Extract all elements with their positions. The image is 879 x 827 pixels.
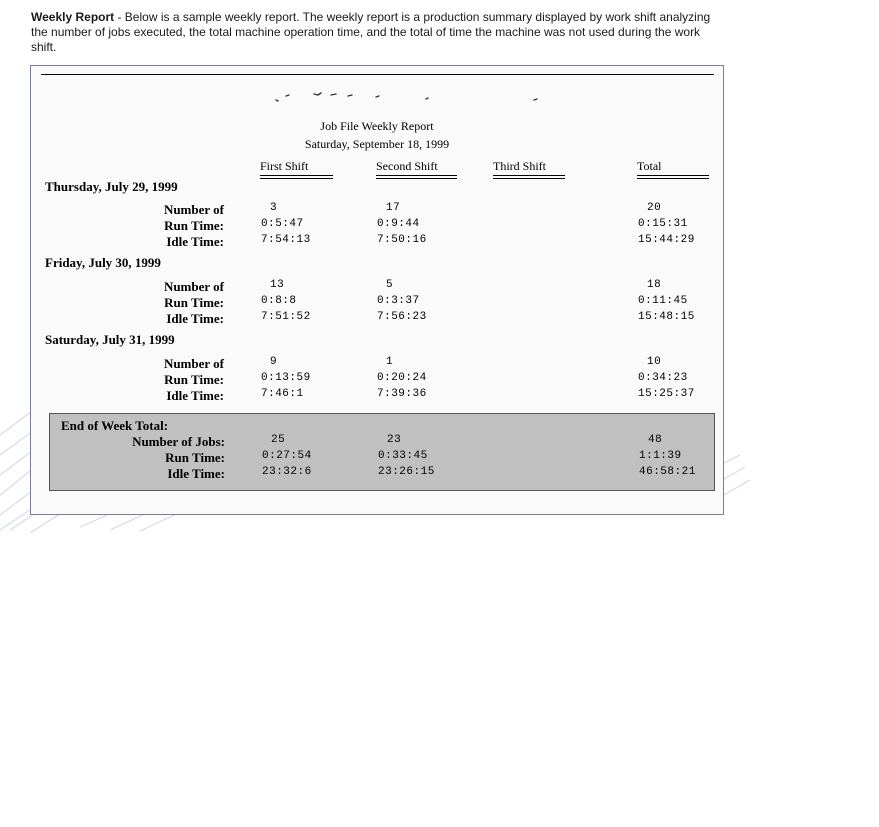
cell-value: 1 <box>386 356 394 368</box>
cell-value: 7:46:1 <box>261 388 304 400</box>
row-label: Idle Time: <box>166 234 224 249</box>
row-label: Run Time: <box>164 372 224 387</box>
week-total-panel <box>49 413 715 491</box>
cell-value: 0:34:23 <box>638 372 688 384</box>
cell-value: 1:1:39 <box>639 450 682 462</box>
cell-value: 17 <box>386 202 401 214</box>
cell-value: 0:5:47 <box>261 218 304 230</box>
row-label: Number of <box>163 202 224 217</box>
cell-value: 0:13:59 <box>261 372 311 384</box>
cell-value: 23 <box>387 434 402 446</box>
cell-value: 23:32:6 <box>262 466 312 478</box>
column-underline <box>493 175 565 179</box>
report-frame <box>30 65 724 515</box>
cell-value: 15:48:15 <box>638 311 695 323</box>
cell-value: 23:26:15 <box>378 466 435 478</box>
row-label: Number of <box>163 356 224 371</box>
intro-paragraph <box>31 10 711 55</box>
cell-value: 15:25:37 <box>638 388 695 400</box>
cell-value: 18 <box>647 279 662 291</box>
cell-value: 5 <box>386 279 394 291</box>
report-top-rule <box>41 74 714 75</box>
column-header-total: Total <box>637 159 662 173</box>
cell-value: 9 <box>270 356 278 368</box>
cell-value: 46:58:21 <box>639 466 696 478</box>
column-underline <box>637 175 709 179</box>
row-label: Idle Time: <box>166 311 224 326</box>
cell-value: 48 <box>648 434 663 446</box>
column-header-third-shift: Third Shift <box>493 159 546 173</box>
cell-value: 15:44:29 <box>638 234 695 246</box>
column-underline <box>376 175 457 179</box>
cell-value: 0:8:8 <box>261 295 297 307</box>
report-logo-scribble <box>266 86 606 108</box>
cell-value: 0:33:45 <box>378 450 428 462</box>
column-header-first-shift: First Shift <box>260 159 309 173</box>
week-total-title: End of Week Total: <box>61 418 169 433</box>
cell-value: 0:27:54 <box>262 450 312 462</box>
cell-value: 7:39:36 <box>377 388 427 400</box>
row-label: Idle Time: <box>167 466 225 481</box>
row-label: Run Time: <box>164 218 224 233</box>
cell-value: 0:11:45 <box>638 295 688 307</box>
row-label: Number of Jobs: <box>132 434 225 449</box>
cell-value: 0:3:37 <box>377 295 420 307</box>
cell-value: 20 <box>647 202 662 214</box>
row-label: Run Time: <box>164 295 224 310</box>
cell-value: 0:20:24 <box>377 372 427 384</box>
cell-value: 0:15:31 <box>638 218 688 230</box>
cell-value: 7:50:16 <box>377 234 427 246</box>
cell-value: 3 <box>270 202 278 214</box>
day-heading: Saturday, July 31, 1999 <box>45 332 175 347</box>
cell-value: 13 <box>270 279 285 291</box>
row-label: Run Time: <box>165 450 225 465</box>
column-header-second-shift: Second Shift <box>376 159 438 173</box>
row-label: Idle Time: <box>166 388 224 403</box>
day-heading: Friday, July 30, 1999 <box>45 255 161 270</box>
column-underline <box>260 175 333 179</box>
cell-value: 7:54:13 <box>261 234 311 246</box>
intro-text: - Below is a sample weekly report. The weekly report is a production summary displayed by work shift analyzing the number of jobs executed, the total machine operation time, and the total of time the machine was not used during the work shift. <box>31 10 711 54</box>
intro-heading: Weekly Report <box>31 10 115 24</box>
report-date: Saturday, September 18, 1999 <box>304 137 450 151</box>
cell-value: 0:9:44 <box>377 218 420 230</box>
cell-value: 10 <box>647 356 662 368</box>
cell-value: 7:51:52 <box>261 311 311 323</box>
cell-value: 25 <box>271 434 286 446</box>
cell-value: 7:56:23 <box>377 311 427 323</box>
report-title: Job File Weekly Report <box>320 119 434 133</box>
day-heading: Thursday, July 29, 1999 <box>45 179 178 194</box>
row-label: Number of <box>163 279 224 294</box>
